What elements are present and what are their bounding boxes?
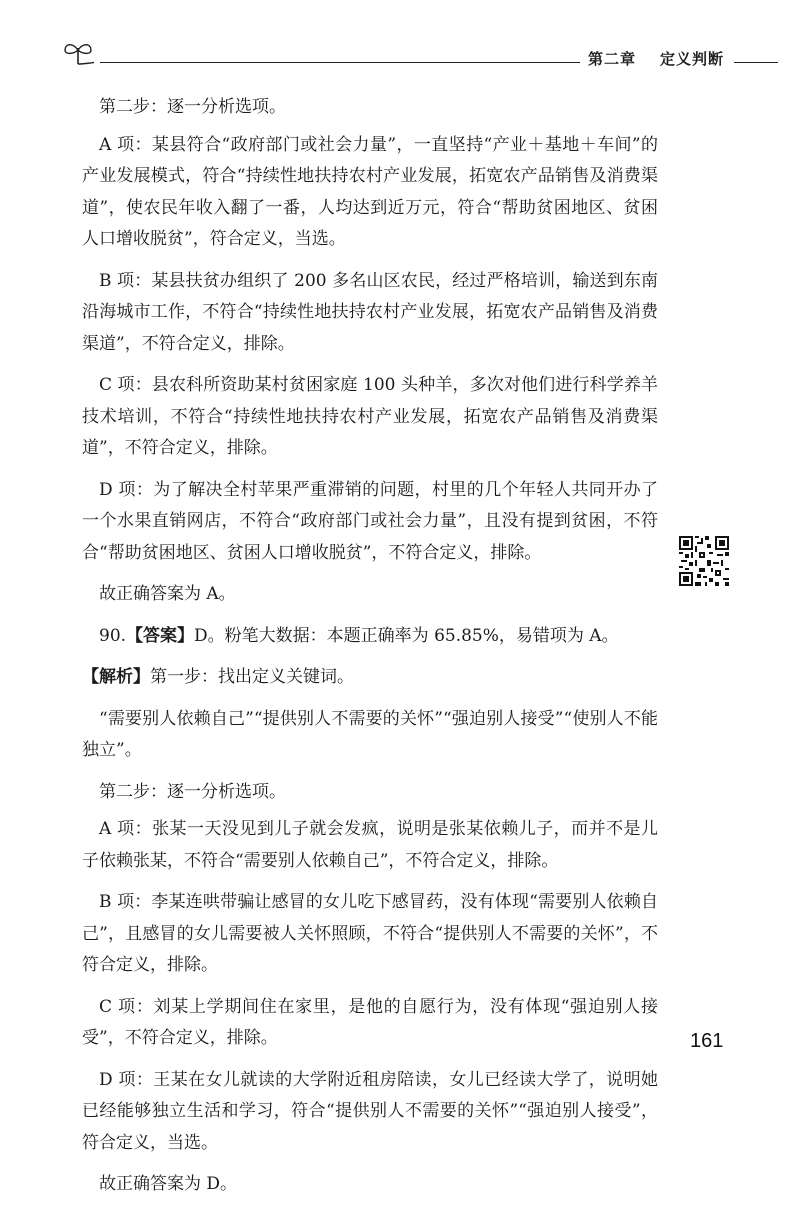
chapter-label: 第二章 (588, 50, 637, 68)
header-rule (100, 62, 580, 63)
qr-code-icon[interactable] (679, 536, 729, 586)
chapter-title: 定义判断 (660, 50, 725, 68)
step2-heading-2: 第二步：逐一分析选项。 (99, 781, 286, 802)
correct-answer-2: 故正确答案为 D。 (99, 1174, 238, 1194)
option-d-analysis-2: D 项：王某在女儿就读的大学附近租房陪读，女儿已经读大学了，说明她已经能够独立生活和学习，符合“提供别人不需要的关怀”“强迫别人接受”，符合定义，当选。 (82, 1069, 658, 1153)
leaf-icon (62, 38, 94, 66)
step2-heading: 第二步：逐一分析选项。 (99, 97, 286, 117)
option-c-analysis-2: C 项：刘某上学期间住在家里，是他的自愿行为，没有体现“强迫别人接受”，不符合定义，排除。 (82, 996, 658, 1048)
header-rule-right (734, 62, 778, 63)
option-a-analysis-2: A 项：张某一天没见到儿子就会发疯，说明是张某依赖儿子，而并不是儿子依赖张某，不符合“需要别人依赖自己”，不符合定义，排除。 (82, 819, 658, 871)
option-a-analysis: A 项：某县符合“政府部门或社会力量”，一直坚持“产业＋基地＋车间”的产业发展模式，符合“持续性地扶持农村产业发展，拓宽农产品销售及消费渠道”，使农民年收入翻了一番，人均达到近万元，符合“帮助贫困地区、贫困人口增收脱贫”，符合定义，当选。 (82, 134, 658, 249)
page-number: 161 (690, 1030, 724, 1052)
analysis-line (82, 662, 658, 694)
definition-keywords: “需要别人依赖自己”“提供别人不需要的关怀”“强迫别人接受”“使别人不能独立”。 (82, 708, 658, 760)
step1-text: 第一步：找出定义关键词。 (150, 667, 354, 687)
option-b-analysis-2: B 项：李某连哄带骗让感冒的女儿吃下感冒药，没有体现“需要别人依赖自己”，且感冒的女儿需要被人关怀照顾，不符合“提供别人不需要的关怀”，不符合定义，排除。 (82, 892, 658, 975)
page-content (82, 92, 658, 1211)
page-header (0, 0, 800, 80)
option-d-analysis: D 项：为了解决全村苹果严重滞销的问题，村里的几个年轻人共同开办了一个水果直销网店，不符合“政府部门或社会力量”，且没有提到贫困，不符合“帮助贫困地区、贫困人口增收脱贫”，不符合定义，排除。 (82, 479, 658, 563)
question-number: 90. (99, 625, 127, 646)
analysis-tag: 【解析】 (82, 667, 150, 687)
answer-tag: 【答案】 (126, 625, 195, 646)
option-c-analysis: C 项：县农科所资助某村贫困家庭 100 头种羊，多次对他们进行科学养羊技术培训，不符合“持续性地扶持农村产业发展，拓宽农产品销售及消费渠道”，不符合定义，排除。 (82, 375, 658, 458)
question-90-answer (82, 621, 658, 653)
correct-answer: 故正确答案为 A。 (99, 584, 236, 604)
option-b-analysis: B 项：某县扶贫办组织了 200 多名山区农民，经过严格培训，输送到东南沿海城市工作，不符合“持续性地扶持农村产业发展，拓宽农产品销售及消费渠道”，不符合定义，排除。 (82, 270, 658, 354)
answer-text: D。粉笔大数据：本题正确率为 65.85%，易错项为 A。 (194, 625, 619, 646)
